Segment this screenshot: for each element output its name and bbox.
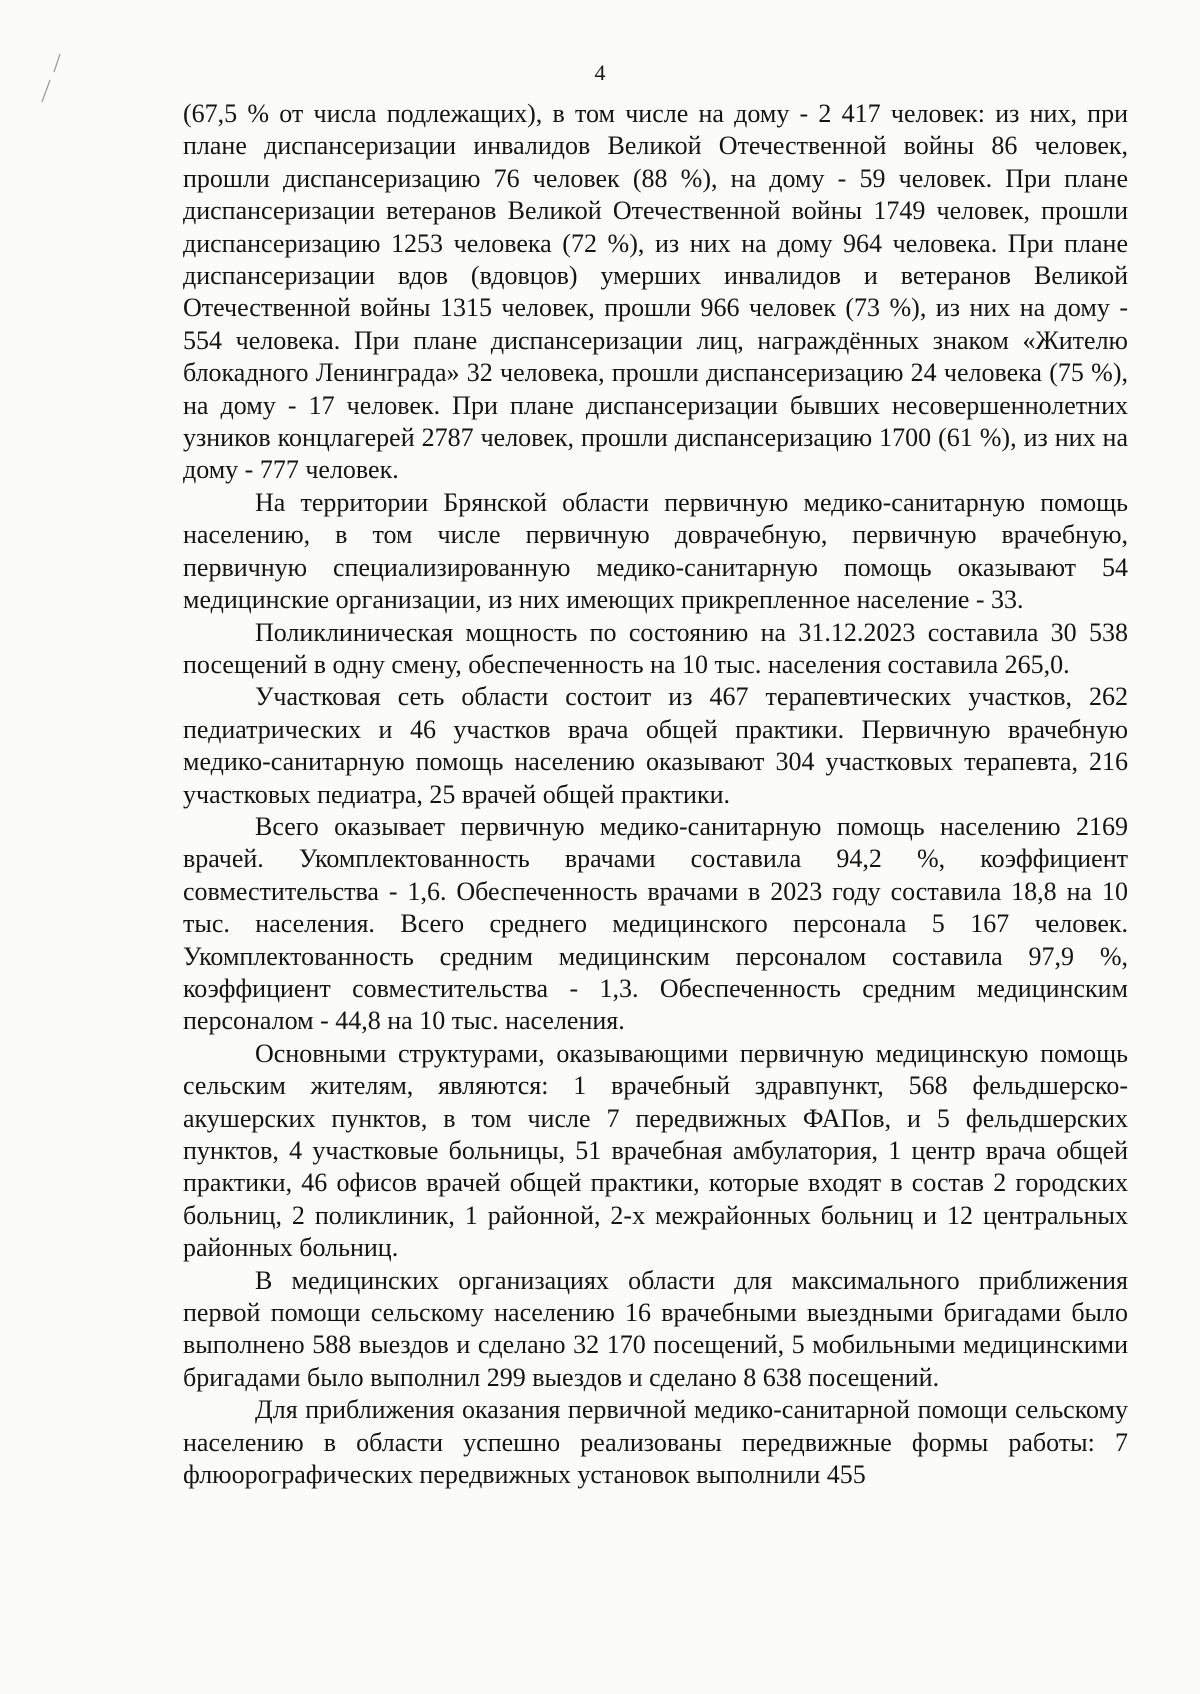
paragraph-medical-organizations: На территории Брянской области первичную медико-санитарную помощь населению, в том числе первичную доврачебную, первичную врачебную, первичную специализированную медико-санитарную помощь оказывают 54 медицинские организации, из них имеющих прикрепленное население - 33.: [183, 487, 1128, 615]
paragraph-rural-structures: Основными структурами, оказывающими первичную медицинскую помощь сельским жителям, являются: 1 врачебный здравпункт, 568 фельдшерско-акушерских пунктов, в том числе 7 передвижных ФАПов, и 5 фельдшерских пунктов, 4 участковые больницы, 51 врачебная амбулатория, 1 центр врача общей практики, 46 офисов врачей общей практики, которые входят в состав 2 городских больниц, 2 поликлиник, 1 районной, 2-х межрайонных больниц и 12 центральных районных больниц.: [183, 1038, 1128, 1263]
paragraph-mobile-teams: В медицинских организациях области для максимального приближения первой помощи сельскому населению 16 врачебными выездными бригадами было выполнено 588 выездов и сделано 32 170 посещений, 5 мобильными медицинскими бригадами было выполнил 299 выездов и сделано 8 638 посещений.: [183, 1265, 1128, 1392]
paragraph-polyclinic-capacity: Поликлиническая мощность по состоянию на 31.12.2023 составила 30 538 посещений в одну смену, обеспеченность на 10 тыс. населения составила 265,0.: [183, 617, 1128, 679]
paragraph-staffing: Всего оказывает первичную медико-санитарную помощь населению 2169 врачей. Укомплектованность врачами составила 94,2 %, коэффициент совместительства - 1,6. Обеспеченность врачами в 2023 году составила 18,8 на 10 тыс. населения. Всего среднего медицинского персонала 5 167 человек. Укомплектованность средним медицинским персоналом составила 97,9 %, коэффициент совместительства - 1,3. Обеспеченность средним медицинским персоналом - 44,8 на 10 тыс. населения.: [183, 811, 1128, 1036]
page-number: 4: [594, 60, 606, 85]
document-body: [183, 98, 1128, 1491]
paragraph-mobile-forms: Для приближения оказания первичной медико-санитарной помощи сельскому населению в области успешно реализованы передвижные формы работы: 7 флюорографических передвижных установок выполнили 455: [183, 1395, 1128, 1490]
paragraph-dispensary-continued: (67,5 % от числа подлежащих), в том числе на дому - 2 417 человек: из них, при плане диспансеризации инвалидов Великой Отечественной войны 86 человек, прошли диспансеризацию 76 человек (88 %), на дому - 59 человек. При плане диспансеризации ветеранов Великой Отечественной войны 1749 человек, прошли диспансеризацию 1253 человека (72 %), из них на дому 964 человека. При плане диспансеризации вдов (вдовцов) умерших инвалидов и ветеранов Великой Отечественной войны 1315 человек, прошли 966 человек (73 %), из них на дому - 554 человека. При плане диспансеризации лиц, награждённых знаком «Жителю блокадного Ленинграда» 32 человека, прошли диспансеризацию 24 человека (75 %), на дому - 17 человек. При плане диспансеризации бывших несовершеннолетних узников концлагерей 2787 человек, прошли диспансеризацию 1700 (61 %), из них на дому - 777 человек.: [183, 99, 1128, 485]
paragraph-district-network: Участковая сеть области состоит из 467 терапевтических участков, 262 педиатрических и 46 участков врача общей практики. Первичную врачебную медико-санитарную помощь населению оказывают 304 участковых терапевта, 216 участковых педиатра, 25 врачей общей практики.: [183, 682, 1128, 809]
